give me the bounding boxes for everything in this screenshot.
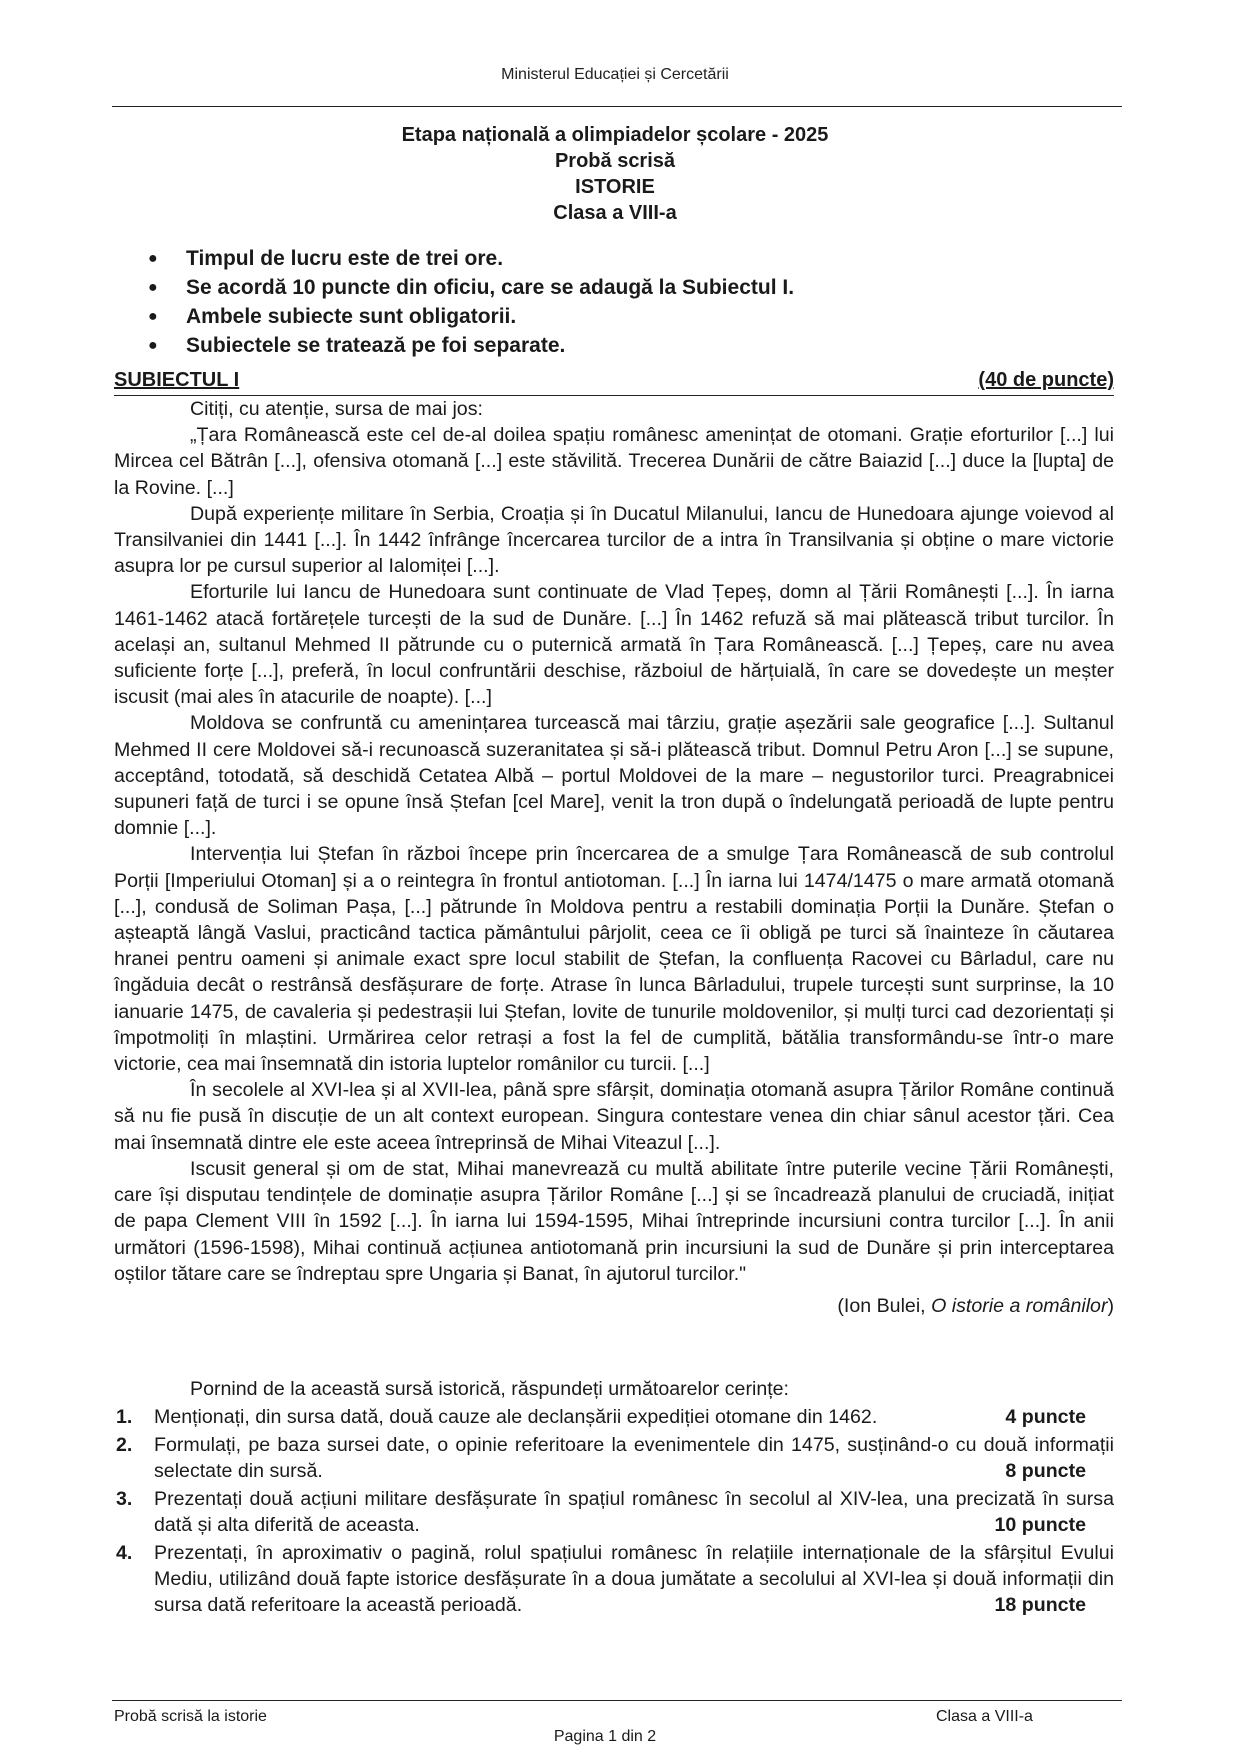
source-paragraph: După experiențe militare în Serbia, Croația și în Ducatul Milanului, Iancu de Hunedoara ajunge voievod al Transilvaniei din 1441 [...]. În 1442 înfrânge încercarea turcilor de a intra în Transilvania și obține o mare victorie asupra lor pe cursul superior al Ialomiței [...]. (114, 502, 1114, 578)
rule-item: ● Subiectele se tratează pe foi separate. (148, 331, 794, 360)
source-paragraph: Iscusit general și om de stat, Mihai manevrează cu multă abilitate între puterile vecine Țării Românești, care își disputau tendințele de dominație asupra Țărilor Române [...] și se încadrează planului de cruciadă, inițiat de papa Clement VIII în 1592 [...]. În iarna lui 1594-1595, Mihai întreprinde incursiuni contra turcilor [...]. În anii următori (1596-1598), Mihai continuă acțiunea antiotomană prin incursiuni la sud de Dunăre și prin interceptarea oștilor tătare care se îndreptau spre Ungaria și Banat, în ajutorul turcilor." (114, 1157, 1114, 1285)
bullet-icon: ● (148, 308, 158, 325)
exam-title-type: Probă scrisă (554, 150, 676, 172)
source-citation: (Ion Bulei, O istorie a românilor) (837, 1294, 1114, 1317)
requirement-number: 2. (116, 1434, 133, 1456)
requirement-item (114, 1540, 1114, 1618)
requirement-points: 18 puncte (994, 1594, 1086, 1616)
bullet-icon: ● (148, 279, 158, 296)
requirements-prompt: Pornind de la această sursă istorică, răspundeți următoarelor cerințe: (190, 1378, 790, 1400)
footer-exam-label: Probă scrisă la istorie (114, 1708, 267, 1725)
requirement-number: 1. (116, 1406, 133, 1428)
section-points: (40 de puncte) (978, 369, 1114, 391)
requirement-points: 8 puncte (1005, 1460, 1086, 1482)
header-divider (112, 106, 1122, 107)
bullet-icon: ● (148, 337, 158, 354)
exam-title-subject: ISTORIE (575, 176, 655, 198)
page-number: Pagina 1 din 2 (553, 1728, 657, 1745)
exam-title-stage: Etapa națională a olimpiadelor școlare - 2025 (401, 124, 829, 146)
section-title: SUBIECTUL I (114, 369, 240, 391)
requirements-list (114, 1404, 1114, 1620)
requirement-text: Prezentați două acțiuni militare desfășurate în spațiul românesc în secolul al XIV-lea, una precizată în sursa dată și alta diferită de aceasta. (154, 1488, 1114, 1536)
requirement-points: 4 puncte (1005, 1406, 1086, 1428)
rule-item: ● Timpul de lucru este de trei ore. (148, 244, 794, 273)
source-paragraph: Eforturile lui Iancu de Hunedoara sunt continuate de Vlad Țepeș, domn al Țării Românești [...]. În iarna 1461-1462 atacă fortărețele turcești de la sud de Dunăre. [...] În 1462 refuză să mai plătească tribut turcilor. În același an, sultanul Mehmed II pătrunde cu o puternică armată în Țara Românească. [...] Țepeș, care nu avea suficiente forțe [...], preferă, în locul confruntării deschise, războiul de hărțuială, în care se dovedește un meșter iscusit (mai ales în atacurile de noapte). [...] (114, 581, 1114, 709)
requirement-item (114, 1404, 1114, 1430)
footer-divider (112, 1700, 1122, 1701)
requirement-text: Prezentați, în aproximativ o pagină, rolul spațiului românesc în relațiile internaționale de la sfârșitul Evului Mediu, utilizând două fapte istorice desfășurate în a doua jumătate a secolului al XVI-lea și două informații din sursa dată referitoare la această perioadă. (154, 1542, 1114, 1616)
source-text (114, 396, 1114, 1319)
requirement-number: 4. (116, 1542, 133, 1564)
exam-title-grade: Clasa a VIII-a (553, 202, 677, 224)
source-paragraph: „Țara Românească este cel de-al doilea spațiu românesc amenințat de otomani. Grație eforturilor [...] lui Mircea cel Bătrân [...], ofensiva otomană [...] este stăvilită. Trecerea Dunării de către Baiazid [...] duce la [lupta] de la Rovine. [...] (114, 424, 1114, 499)
source-intro: Citiți, cu atenție, sursa de mai jos: (190, 398, 483, 420)
book-title: O istorie a românilor (931, 1294, 1108, 1317)
requirement-number: 3. (116, 1488, 133, 1510)
requirement-points: 10 puncte (994, 1514, 1086, 1536)
rule-item: ● Se acordă 10 puncte din oficiu, care se adaugă la Subiectul I. (148, 273, 794, 302)
ministry-header: Ministerul Educației și Cercetării (501, 66, 729, 83)
requirement-text: Formulați, pe baza sursei date, o opinie referitoare la evenimentele din 1475, susținând-o cu două informații selectate din sursă. (154, 1434, 1114, 1482)
section-header (114, 369, 1114, 396)
requirement-item (114, 1486, 1114, 1538)
exam-rules-list (148, 244, 794, 360)
rule-item: ● Ambele subiecte sunt obligatorii. (148, 302, 794, 331)
footer-grade-label: Clasa a VIII-a (936, 1708, 1033, 1725)
exam-title-block (0, 122, 1230, 226)
requirement-text: Menționați, din sursa dată, două cauze ale declanșării expediției otomane din 1462. (154, 1406, 878, 1428)
bullet-icon: ● (148, 250, 158, 267)
source-paragraph: Moldova se confruntă cu amenințarea turcească mai târziu, grație așezării sale geografice [...]. Sultanul Mehmed II cere Moldovei să-i recunoască suzeranitatea și să-i plătească tribut. Domnul Petru Aron [...] se supune, acceptând, totodată, să deschidă Cetatea Albă – portul Moldovei de la mare – negustorilor turci. Preagrabnicei supuneri față de turci i se opune însă Ștefan [cel Mare], venit la tron după o îndelungată perioadă de lupte pentru domnie [...]. (114, 712, 1114, 840)
requirement-item (114, 1432, 1114, 1484)
source-paragraph: În secolele al XVI-lea și al XVII-lea, până spre sfârșit, dominația otomană asupra Țărilor Române continuă să nu fie pusă în discuție de un alt context european. Singura contestare venea din chiar sânul acestor țări. Cea mai însemnată dintre ele este aceea întreprinsă de Mihai Viteazul [...]. (114, 1079, 1114, 1154)
source-paragraph: Intervenția lui Ștefan în război începe prin încercarea de a smulge Țara Românească de sub controlul Porții [Imperiului Otoman] și a o reintegra în frontul antiotoman. [...] În iarna lui 1474/1475 o mare armată otomană [...], condusă de Soliman Pașa, [...] pătrunde în Moldova pentru a restabili dominația Porții la Dunăre. Ștefan o așteaptă lângă Vaslui, practicând tactica pământului pârjolit, ceea ce îi obligă pe turci să înainteze în căutarea hranei pentru oameni și animale exact spre locul stabilit de Ștefan, la confluența Racovei cu Bârladul, care nu îngăduia decât o restrânsă desfășurare de forțe. Atrase în lunca Bârladului, trupele turcești sunt surprinse, la 10 ianuarie 1475, de cavaleria și pedestrașii lui Ștefan, lovite de tunurile moldovenilor, și mulți turci cad dezorientați și împotmoliți în mlaștini. Urmărirea celor retrași a fost la fel de cumplită, bătălia transformându-se într-o mare victorie, cea mai însemnată din istoria luptelor românilor cu turcii. [...] (114, 843, 1114, 1076)
